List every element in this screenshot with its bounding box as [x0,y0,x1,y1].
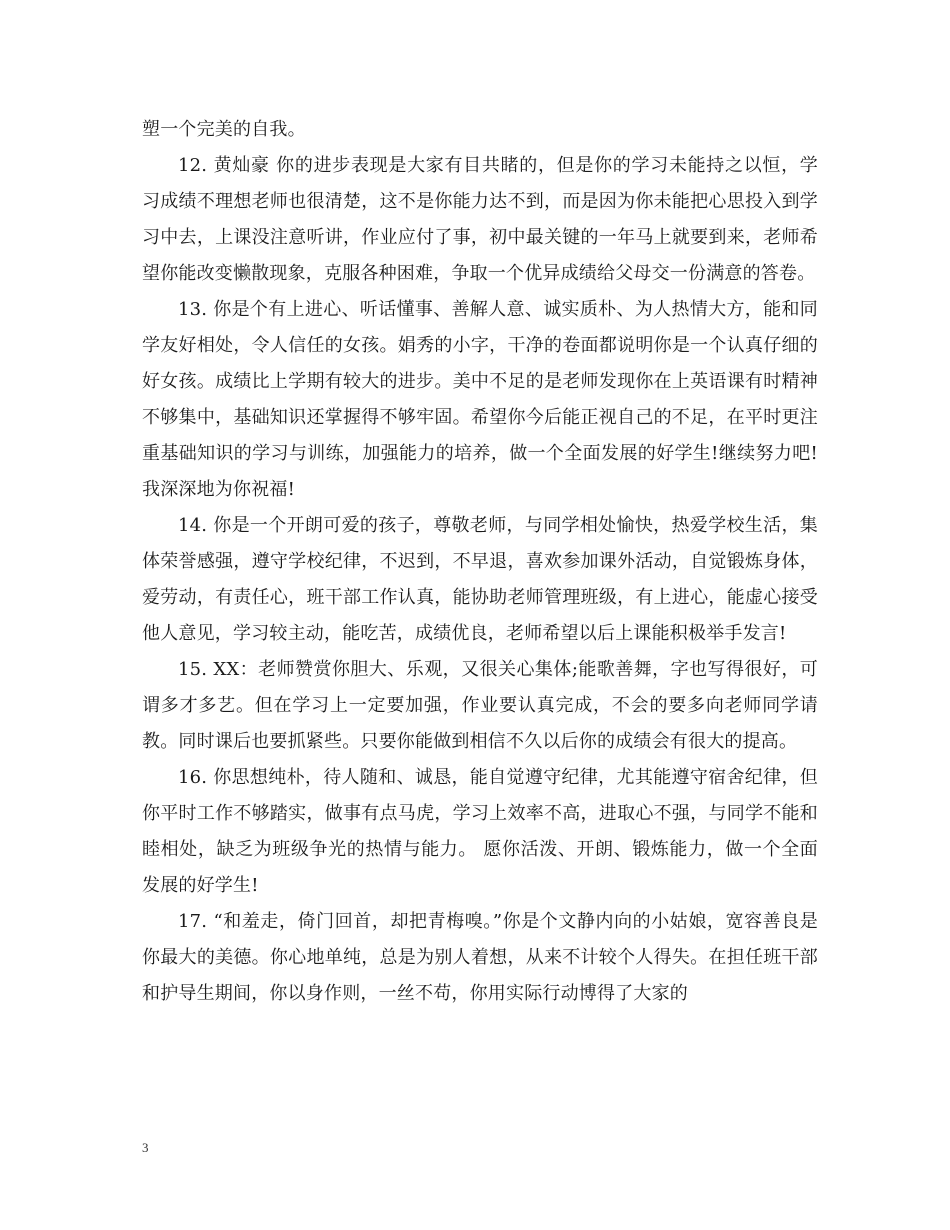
paragraph-16: 16. 你思想纯朴，待人随和、诚恳，能自觉遵守纪律，尤其能遵守宿舍纪律，但你平时工作不够踏实，做事有点马虎，学习上效率不高，进取心不强，与同学不能和睦相处，缺乏为班级争光的热情与能力。 愿你活泼、开朗、锻炼能力，做一个全面发展的好学生! [142,767,818,896]
paragraph-13: 13. 你是个有上进心、听话懂事、善解人意、诚实质朴、为人热情大方，能和同学友好相处，令人信任的女孩。娟秀的小字，干净的卷面都说明你是一个认真仔细的好女孩。成绩比上学期有较大的进步。美中不足的是老师发现你在上英语课有时精神不够集中，基础知识还掌握得不够牢固。希望你今后能正视自己的不足，在平时更注重基础知识的学习与训练，加强能力的培养，做一个全面发展的好学生!继续努力吧!我深深地为你祝福! [142,299,818,500]
document-body [142,112,818,1012]
paragraph-17: 17. “和羞走，倚门回首，却把青梅嗅。”你是个文静内向的小姑娘，宽容善良是你最大的美德。你心地单纯，总是为别人着想，从来不计较个人得失。在担任班干部和护导生期间，你以身作则，一丝不苟，你用实际行动博得了大家的 [142,911,818,1004]
paragraph-continuation: 塑一个完美的自我。 [142,119,306,140]
paragraph-15: 15. XX：老师赞赏你胆大、乐观，又很关心集体;能歌善舞，字也写得很好，可谓多才多艺。但在学习上一定要加强，作业要认真完成，不会的要多向老师同学请教。同时课后也要抓紧些。只要你能做到相信不久以后你的成绩会有很大的提高。 [142,659,818,752]
paragraph-12: 12. 黄灿豪 你的进步表现是大家有目共睹的，但是你的学习未能持之以恒，学习成绩不理想老师也很清楚，这不是你能力达不到，而是因为你未能把心思投入到学习中去，上课没注意听讲，作业应付了事，初中最关键的一年马上就要到来，老师希望你能改变懒散现象，克服各种困难，争取一个优异成绩给父母交一份满意的答卷。 [142,155,818,284]
paragraph-14: 14. 你是一个开朗可爱的孩子，尊敬老师，与同学相处愉快，热爱学校生活，集体荣誉感强，遵守学校纪律，不迟到，不早退，喜欢参加课外活动，自觉锻炼身体，爱劳动，有责任心，班干部工作认真，能协助老师管理班级，有上进心，能虚心接受他人意见，学习较主动，能吃苦，成绩优良，老师希望以后上课能积极举手发言! [142,515,818,644]
page-number: 3 [142,1140,149,1155]
